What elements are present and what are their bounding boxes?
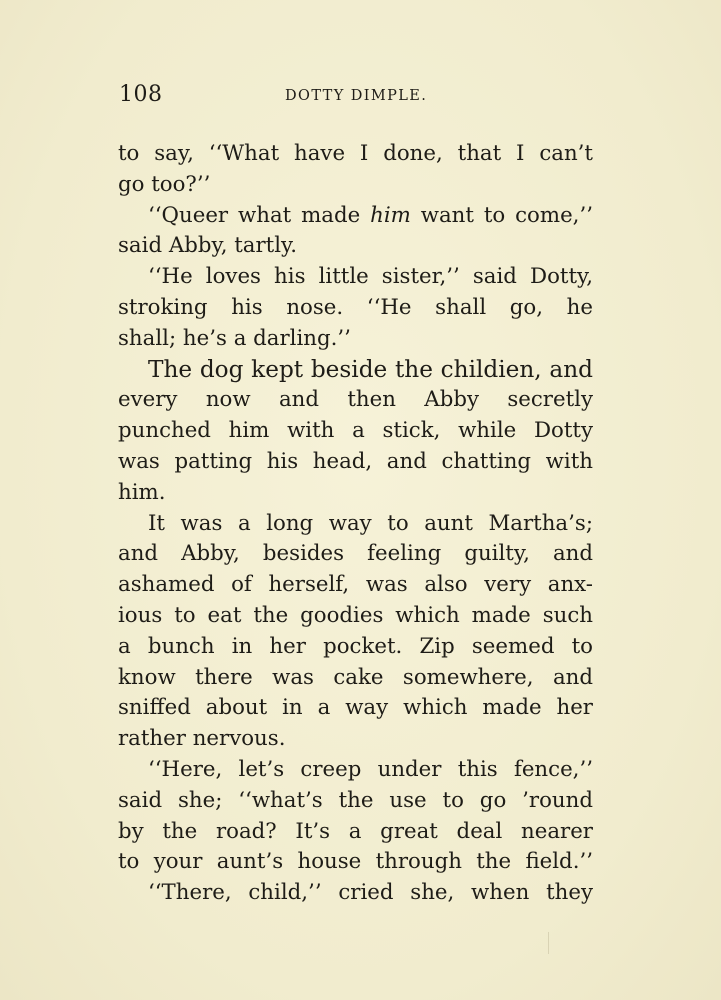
text-line: by the road? It’s a great deal nearer	[118, 818, 593, 844]
body-text	[118, 139, 593, 909]
text-line: The dog kept beside the childien, and	[148, 355, 593, 383]
text-line: said she; ‘‘what’s the use to go ’round	[118, 787, 593, 813]
running-head: DOTTY DIMPLE.	[285, 88, 428, 104]
text-line: It was a long way to aunt Martha’s;	[148, 510, 593, 536]
text-line: ‘‘Here, let’s creep under this fence,’’	[148, 756, 593, 782]
page-edge-mark	[548, 932, 549, 954]
text-line: and Abby, besides feeling guilty, and	[118, 541, 593, 567]
text-line: every now and then Abby secretly	[118, 387, 593, 413]
text-line: was patting his head, and chatting with	[118, 448, 593, 474]
text-line: punched him with a stick, while Dotty	[118, 418, 593, 444]
text-line: stroking his nose. ‘‘He shall go, he	[118, 294, 593, 320]
text-line: said Abby, tartly.	[118, 233, 298, 259]
text-line: ‘‘There, child,’’ cried she, when they	[148, 880, 593, 906]
text-line: to your aunt’s house through the field.’’	[118, 849, 593, 875]
emphasis-text: him	[370, 202, 411, 228]
text-line: to say, ‘‘What have I done, that I can’t	[118, 141, 593, 166]
text-line: go too?’’	[118, 171, 211, 197]
page-header	[119, 82, 593, 112]
text-line: know there was cake somewhere, and	[118, 664, 593, 690]
text-line: him.	[118, 479, 166, 505]
text-line: rather nervous.	[118, 726, 286, 752]
page-number: 108	[119, 82, 163, 107]
text-line: a bunch in her pocket. Zip seemed to	[118, 633, 593, 659]
text-line: sniffed about in a way which made her	[118, 695, 593, 721]
text-line: ashamed of herself, was also very anx-	[118, 572, 593, 598]
text-line: shall; he’s a darling.’’	[118, 325, 351, 351]
text-line: ious to eat the goodies which made such	[118, 602, 593, 628]
text-line: ‘‘Queer what made him want to come,’’	[148, 202, 593, 228]
text-line: ‘‘He loves his little sister,’’ said Dotty,	[148, 264, 593, 290]
